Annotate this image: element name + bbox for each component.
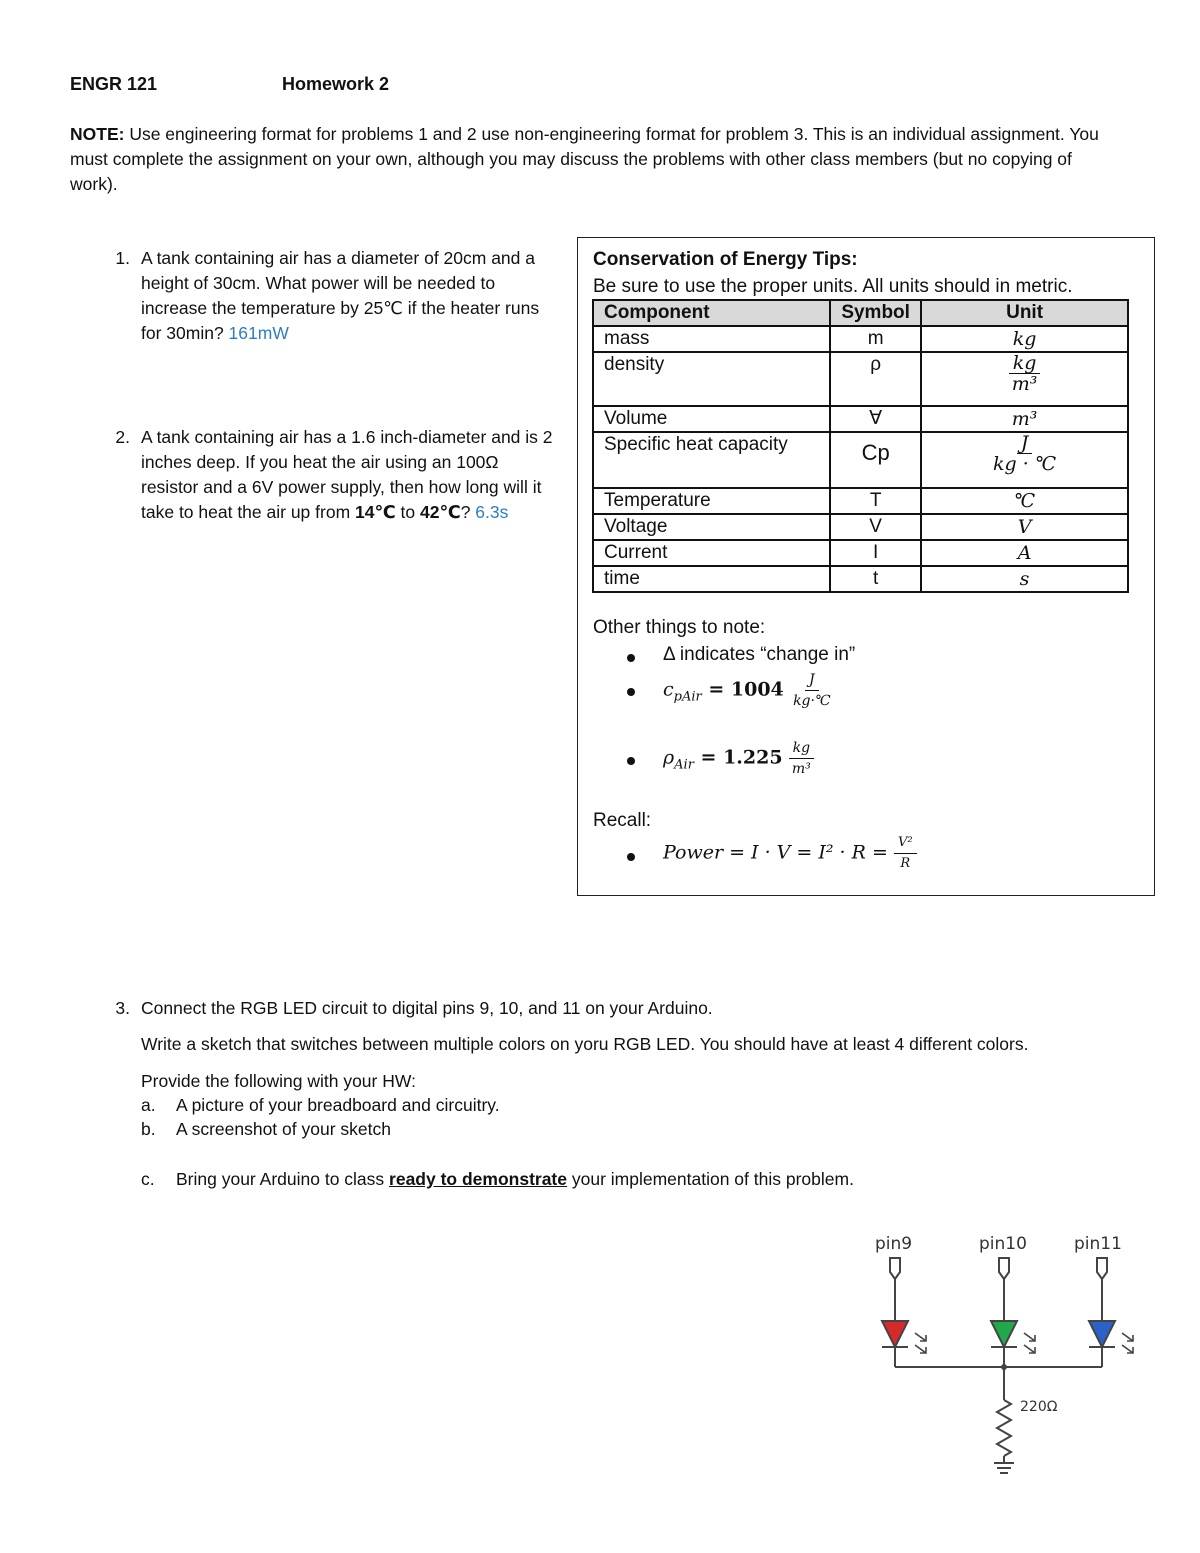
note-text: Use engineering format for problems 1 and 2 use non-engineering format for problem 3. This is an individual assignment. You must complete the assignment on your own, although you may discuss the problems with other class members (but no copying of work).: [70, 124, 1099, 194]
row-unit: s: [921, 566, 1128, 592]
item-a-letter: a.: [141, 1095, 156, 1115]
item-b-text: A screenshot of your sketch: [176, 1119, 391, 1139]
resistor-label: 220Ω: [1020, 1399, 1058, 1415]
rho-air-formula: [663, 738, 815, 779]
problem-1-number: 1.: [115, 248, 130, 268]
table-row: [593, 514, 1128, 540]
unit-numerator: kg: [1009, 353, 1041, 374]
item-c-part-1: Bring your Arduino to class: [176, 1169, 390, 1189]
blue-led-icon: [1089, 1321, 1115, 1347]
pin11-label: pin11: [1074, 1234, 1122, 1254]
row-symbol: Cp: [830, 432, 921, 488]
col-unit: Unit: [921, 300, 1128, 326]
table-row: [593, 488, 1128, 514]
table-row: [593, 432, 1128, 488]
problem-1-line-3: increase the temperature by 25℃ if the heater runs: [141, 298, 540, 318]
row-component: Voltage: [593, 514, 830, 540]
row-symbol: t: [830, 566, 921, 592]
row-component: density: [593, 352, 830, 406]
power-denominator: R: [900, 856, 911, 871]
rgb-led-circuit: [860, 1225, 1160, 1485]
red-led-icon: [882, 1321, 908, 1347]
table-row: [593, 540, 1128, 566]
table-row: [593, 406, 1128, 432]
table-row: [593, 566, 1128, 592]
units-table-header: [593, 300, 1128, 326]
note-paragraph: [70, 122, 1100, 197]
row-symbol: m: [830, 326, 921, 352]
course-code: ENGR 121: [70, 74, 158, 94]
junction-node: [1001, 1364, 1007, 1370]
pin11-connector: [1097, 1258, 1107, 1279]
row-component: Temperature: [593, 488, 830, 514]
problem-2-line-1: A tank containing air has a 1.6 inch-diameter and is 2: [141, 427, 553, 447]
bullet-dot: [627, 654, 635, 662]
problem-2-answer: 6.3s: [475, 502, 509, 522]
problem-3-number: 3.: [115, 998, 130, 1018]
rho-air-subscript: Air: [674, 757, 694, 773]
unit-denominator: kg · ℃: [993, 453, 1057, 475]
bullet-dot: [627, 688, 635, 696]
row-symbol: ρ: [830, 352, 921, 406]
problem-2-temp-from: 14℃: [355, 502, 396, 522]
tips-subtitle: Be sure to use the proper units. All units should in metric.: [593, 276, 1073, 297]
pin9-label: pin9: [875, 1234, 913, 1254]
row-symbol: I: [830, 540, 921, 566]
problem-2-line-2: inches deep. If you heat the air using an 100Ω: [141, 452, 499, 472]
item-b-letter: b.: [141, 1119, 156, 1139]
problem-1-line-1: A tank containing air has a diameter of 20cm and a: [141, 248, 535, 268]
row-symbol: ∀: [830, 406, 921, 432]
pin10-connector: [999, 1258, 1009, 1279]
problem-2-line-4b: to: [395, 502, 421, 522]
recall-label: Recall:: [593, 810, 652, 831]
cp-air-symbol: c: [663, 678, 674, 701]
row-unit: kg: [921, 326, 1128, 352]
row-component: Volume: [593, 406, 830, 432]
problem-3-line-2: Write a sketch that switches between multiple colors on yoru RGB LED. You should have at least 4 different colors.: [141, 1034, 1029, 1054]
assignment-title: Homework 2: [282, 74, 390, 94]
cp-air-numerator: J: [805, 670, 819, 691]
problem-3-line-1: Connect the RGB LED circuit to digital pins 9, 10, and 11 on your Arduino.: [141, 998, 713, 1018]
resistor-symbol: [997, 1400, 1011, 1456]
problem-3-line-3: Provide the following with your HW:: [141, 1071, 416, 1091]
cp-air-subscript: pAir: [673, 689, 702, 705]
power-formula-text: Power = I · V = I² · R =: [663, 841, 894, 864]
item-c-part-2: your implementation of this problem.: [567, 1169, 854, 1189]
rho-air-symbol: ρ: [663, 746, 675, 769]
item-c-letter: c.: [141, 1169, 155, 1189]
rho-air-denominator: m³: [791, 761, 811, 777]
problem-2-line-4c: ?: [460, 502, 476, 522]
bullet-dot: [627, 757, 635, 765]
power-numerator: V²: [894, 833, 917, 854]
bullet-dot: [627, 853, 635, 861]
tips-title: Conservation of Energy Tips:: [593, 249, 858, 270]
item-c-text: [176, 1167, 1076, 1191]
row-component: mass: [593, 326, 830, 352]
problem-1-line-2: height of 30cm. What power will be needed to: [141, 273, 496, 293]
row-component: Current: [593, 540, 830, 566]
col-component: Component: [593, 300, 830, 326]
delta-note: Δ indicates “change in”: [663, 644, 856, 665]
cp-air-formula: [663, 670, 835, 711]
pin10-label: pin10: [979, 1234, 1027, 1254]
rho-air-numerator: kg: [789, 738, 814, 759]
problem-2-number: 2.: [115, 427, 130, 447]
item-a-text: A picture of your breadboard and circuitry.: [176, 1095, 500, 1115]
units-table: [592, 299, 1129, 593]
row-component: time: [593, 566, 830, 592]
row-component: Specific heat capacity: [593, 432, 830, 488]
row-symbol: T: [830, 488, 921, 514]
rho-air-value: = 1.225: [693, 746, 783, 769]
power-formula: [663, 833, 917, 874]
table-row: [593, 326, 1128, 352]
problem-1-line-4: for 30min?: [141, 323, 229, 343]
row-unit: [921, 352, 1128, 406]
unit-denominator: m³: [1011, 373, 1038, 395]
item-c-emphasis: ready to demonstrate: [389, 1169, 567, 1189]
pin9-connector: [890, 1258, 900, 1279]
row-unit: ℃: [921, 488, 1128, 514]
row-symbol: V: [830, 514, 921, 540]
row-unit: V: [921, 514, 1128, 540]
problem-2-line-4a: take to heat the air up from: [141, 502, 356, 522]
problem-2-line-3: resistor and a 6V power supply, then how long will it: [141, 477, 542, 497]
col-symbol: Symbol: [830, 300, 921, 326]
row-unit: [921, 432, 1128, 488]
green-led-icon: [991, 1321, 1017, 1347]
row-unit: m³: [921, 406, 1128, 432]
other-things-label: Other things to note:: [593, 617, 766, 638]
note-label: NOTE:: [70, 124, 125, 144]
row-unit: A: [921, 540, 1128, 566]
cp-air-value: = 1004: [701, 678, 784, 701]
unit-numerator: J: [1017, 433, 1033, 454]
problem-1-answer: 161mW: [228, 323, 289, 343]
problem-2-temp-to: 42℃: [420, 502, 461, 522]
cp-air-denominator: kg·℃: [793, 693, 831, 709]
table-row: [593, 352, 1128, 406]
